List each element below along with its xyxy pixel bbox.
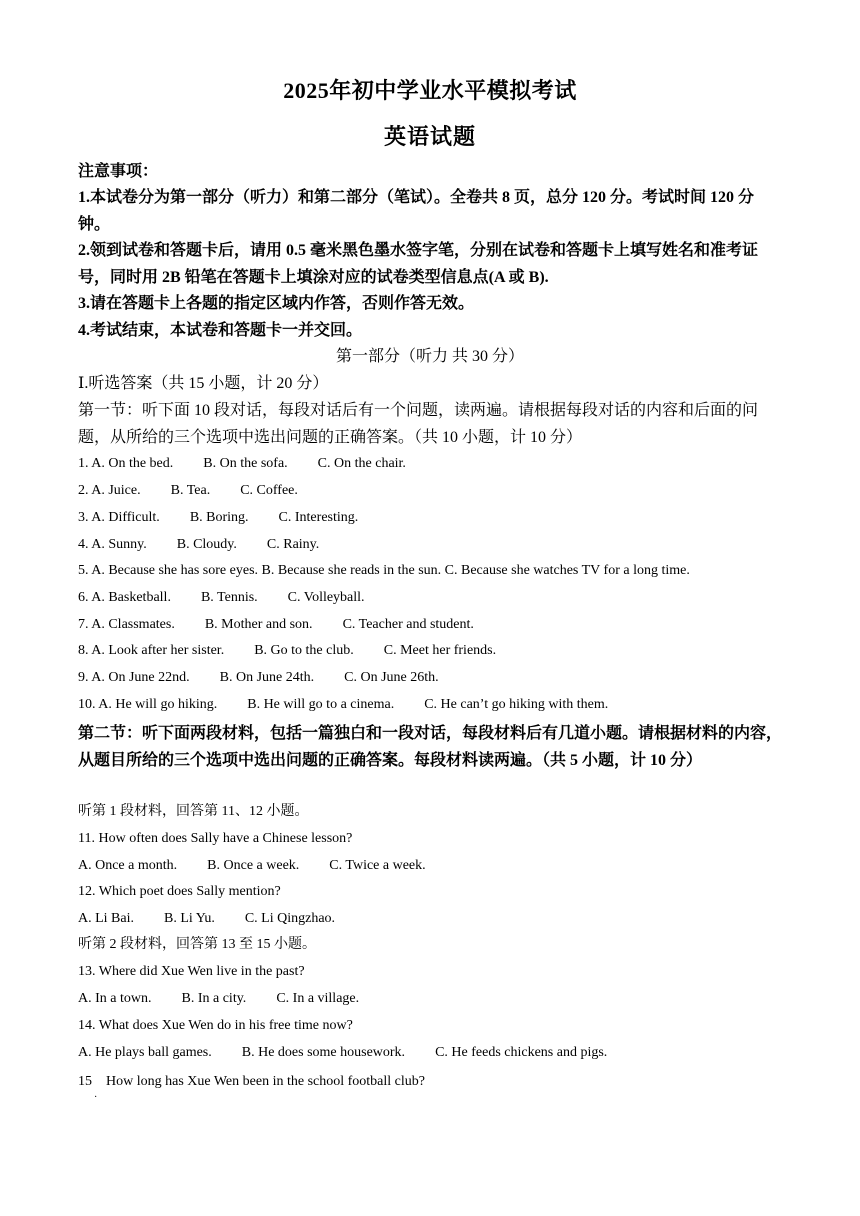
exam-title: 2025年初中学业水平模拟考试 (283, 78, 577, 103)
question-row: 4. A. Sunny. B. Cloudy. C. Rainy. (78, 537, 320, 552)
question-13-options: A. In a town. B. In a city. C. In a village. (78, 991, 360, 1006)
notes-heading: 注意事项： (78, 163, 159, 180)
section2-instructions: 第二节：听下面两段材料，包括一篇独白和一段对话，每段材料后有几道小题。请根据材料的内容，从题目所给的三个选项中选出问题的正确答案。每段材料读两遍。（共 5 小题，计 10 分） (78, 725, 783, 769)
question-row: 2. A. Juice. B. Tea. C. Coffee. (78, 483, 298, 498)
material-1-note: 听第 1 段材料，回答第 11、12 小题。 (78, 804, 309, 819)
question-15: 15 How long has Xue Wen been in the school football club? (78, 1074, 425, 1089)
part1-heading: 第一部分（听力 共 30 分） (335, 348, 524, 365)
note-item: 3.请在答题卡上各题的指定区域内作答，否则作答无效。 (78, 295, 475, 312)
question-13: 13. Where did Xue Wen live in the past? (78, 964, 305, 979)
question-14: 14. What does Xue Wen do in his free time now? (78, 1018, 353, 1033)
question-row: 9. A. On June 22nd. B. On June 24th. C. On June 26th. (78, 670, 439, 685)
section1-heading: Ⅰ.听选答案（共 15 小题，计 20 分） (78, 375, 329, 392)
question-11-options: A. Once a month. B. Once a week. C. Twice a week. (78, 858, 426, 873)
question-12-options: A. Li Bai. B. Li Yu. C. Li Qingzhao. (78, 911, 336, 926)
material-2-note: 听第 2 段材料，回答第 13 至 15 小题。 (78, 937, 316, 952)
exam-subtitle: 英语试题 (383, 124, 476, 149)
question-14-options: A. He plays ball games. B. He does some housework. C. He feeds chickens and pigs. (78, 1045, 608, 1060)
question-row: 1. A. On the bed. B. On the sofa. C. On the chair. (78, 456, 406, 471)
note-item: 1.本试卷分为第一部分（听力）和第二部分（笔试）。全卷共 8 页，总分 120 分。考试时间 120 分钟。 (78, 189, 755, 233)
question-row: 5. A. Because she has sore eyes. B. Because she reads in the sun. C. Because she watches TV for a long time. (78, 563, 690, 578)
note-item: 4.考试结束，本试卷和答题卡一并交回。 (78, 322, 363, 339)
question-row: 10. A. He will go hiking. B. He will go to a cinema. C. He can’t go hiking with them. (78, 697, 609, 712)
question-row: 8. A. Look after her sister. B. Go to the club. C. Meet her friends. (78, 643, 497, 658)
question-12: 12. Which poet does Sally mention? (78, 884, 281, 899)
stray-dot: · (94, 1092, 98, 1103)
question-row: 3. A. Difficult. B. Boring. C. Interesting. (78, 510, 359, 525)
section1-instructions: 第一节：听下面 10 段对话，每段对话后有一个问题，读两遍。请根据每段对话的内容和后面的问题，从所给的三个选项中选出问题的正确答案。（共 10 小题，计 10 分） (78, 402, 759, 446)
note-item: 2.领到试卷和答题卡后，请用 0.5 毫米黑色墨水签字笔，分别在试卷和答题卡上填写姓名和准考证号，同时用 2B 铅笔在答题卡上填涂对应的试卷类型信息点(A 或 B). (78, 242, 759, 286)
question-row: 6. A. Basketball. B. Tennis. C. Volleyball. (78, 590, 365, 605)
question-row: 7. A. Classmates. B. Mother and son. C. Teacher and student. (78, 617, 474, 632)
question-11: 11. How often does Sally have a Chinese lesson? (78, 831, 353, 846)
